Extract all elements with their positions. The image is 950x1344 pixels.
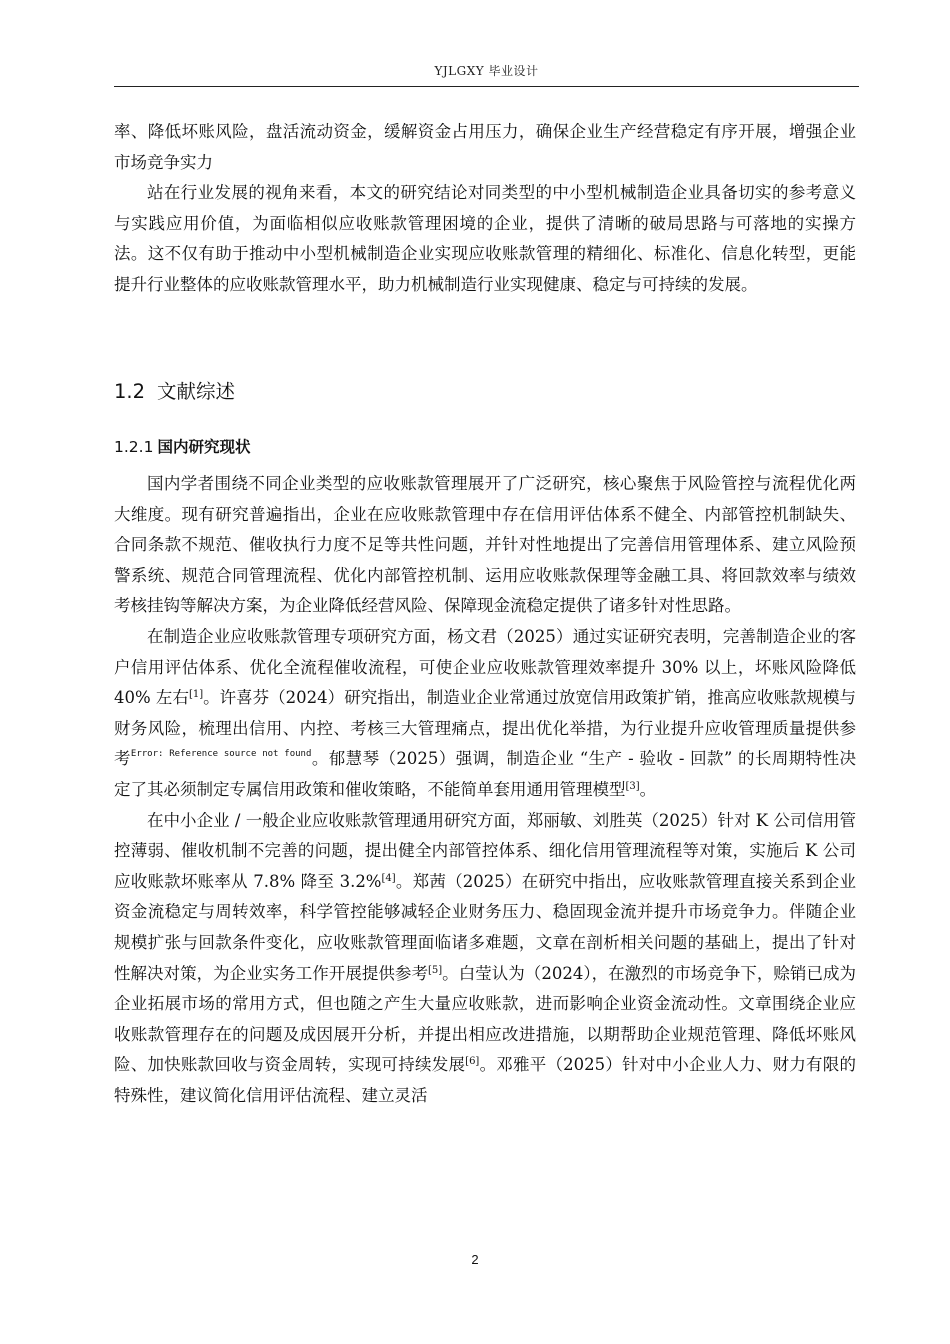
text-run: 在制造企业应收账款管理专项研究方面，杨文君（2025）通过实证研究表明，完善制造企业的客户信用评估体系、优化全流程催收流程，可使企业应收账款管理效率提升 30% 以上，坏账风险降低 40% 左右 (114, 626, 856, 708)
subsection-heading-1-2-1 (114, 432, 250, 463)
text-run: 。邓雅平（2025）针对中小企业人力、财力有限的特殊性，建议简化信用评估流程、建立灵活 (114, 1055, 856, 1105)
subsection-title: 国内研究现状 (157, 438, 251, 456)
text-run: 在中小企业 / 一般企业应收账款管理通用研究方面，郑丽敏、刘胜英（2025）针对 K 公司信用管控薄弱、催收机制不完善的问题，提出健全内部管控体系、细化信用管理流程等对策，实施后 K 公司应收账款坏账率从 7.8% 降至 3.2% (114, 810, 856, 891)
literature-review-body (114, 469, 856, 1111)
text-run: 。 (639, 779, 657, 799)
section-title: 文献综述 (157, 380, 236, 403)
section-number: 1.2 (114, 380, 146, 403)
text-run: 。郁慧琴（2025）强调，制造企业 “生产 - 验收 - 回款” 的长周期特性决定了其必须制定专属信用政策和催收策略，不能简单套用通用管理模型 (114, 749, 857, 799)
header-rule (114, 86, 859, 87)
citation-1: [1] (188, 689, 204, 701)
paragraph-industry-view: 站在行业发展的视角来看，本文的研究结论对同类型的中小型机械制造企业具备切实的参考意义与实践应用价值，为面临相似应收账款管理困境的企业，提供了清晰的破局思路与可落地的实操方法。这不仅有助于推动中小型机械制造企业实现应收账款管理的精细化、标准化、信息化转型，更能提升行业整体的应收账款管理水平，助力机械制造行业实现健康、稳定与可持续的发展。 (114, 183, 856, 294)
citation-4: [4] (381, 872, 396, 884)
section-heading-1-2 (114, 377, 235, 408)
reference-error: Error: Reference source not found (130, 749, 312, 760)
text-run: 。白莹认为（2024），在激烈的市场竞争下，赊销已成为企业拓展市场的常用方式，但也随之产生大量应收账款，进而影响企业资金流动性。文章围绕企业应收账款管理存在的问题及成因展开分析，并提出相应改进措施，以期帮助企业规范管理、降低坏账风险、加快账款回收与资金周转，实现可持续发展 (114, 963, 856, 1075)
subsection-number: 1.2.1 (114, 438, 154, 456)
citation-5: [5] (427, 964, 443, 976)
section-1-1-tail (114, 117, 856, 301)
citation-6: [6] (465, 1056, 480, 1068)
citation-3: [3] (625, 780, 640, 792)
paragraph-sme-research (114, 806, 856, 1112)
page-number: 2 (471, 1252, 479, 1267)
text-run: 。郑茜（2025）在研究中指出，应收账款管理直接关系到企业资金流稳定与周转效率，科学管控能够减轻企业财务压力、稳固现金流并提升市场竞争力。伴随企业规模扩张与回款条件变化，应收账款管理面临诸多难题，文章在剖析相关问题的基础上，提出了针对性解决对策，为企业实务工作开展提供参考 (114, 871, 856, 983)
paragraph-domestic-overview: 国内学者围绕不同企业类型的应收账款管理展开了广泛研究，核心聚焦于风险管控与流程优化两大维度。现有研究普遍指出，企业在应收账款管理中存在信用评估体系不健全、内部管控机制缺失、合同条款不规范、催收执行力度不足等共性问题，并针对性地提出了完善信用管理体系、建立风险预警系统、规范合同管理流程、优化内部管控机制、运用应收账款保理等金融工具、将回款效率与绩效考核挂钩等解决方案，为企业降低经营风险、保障现金流稳定提供了诸多针对性思路。 (114, 474, 856, 616)
paragraph-continued: 率、降低坏账风险，盘活流动资金，缓解资金占用压力，确保企业生产经营稳定有序开展，增强企业市场竞争实力 (114, 122, 856, 172)
paragraph-manufacturing-research (114, 622, 856, 806)
text-run: 。许喜芬（2024）研究指出，制造业企业常通过放宽信用政策扩销，推高应收账款规模与财务风险，梳理出信用、内控、考核三大管理痛点，提出优化举措，为行业提升应收管理质量提供参考 (114, 688, 856, 769)
page-header: YJLGXY 毕业设计 (434, 64, 539, 78)
